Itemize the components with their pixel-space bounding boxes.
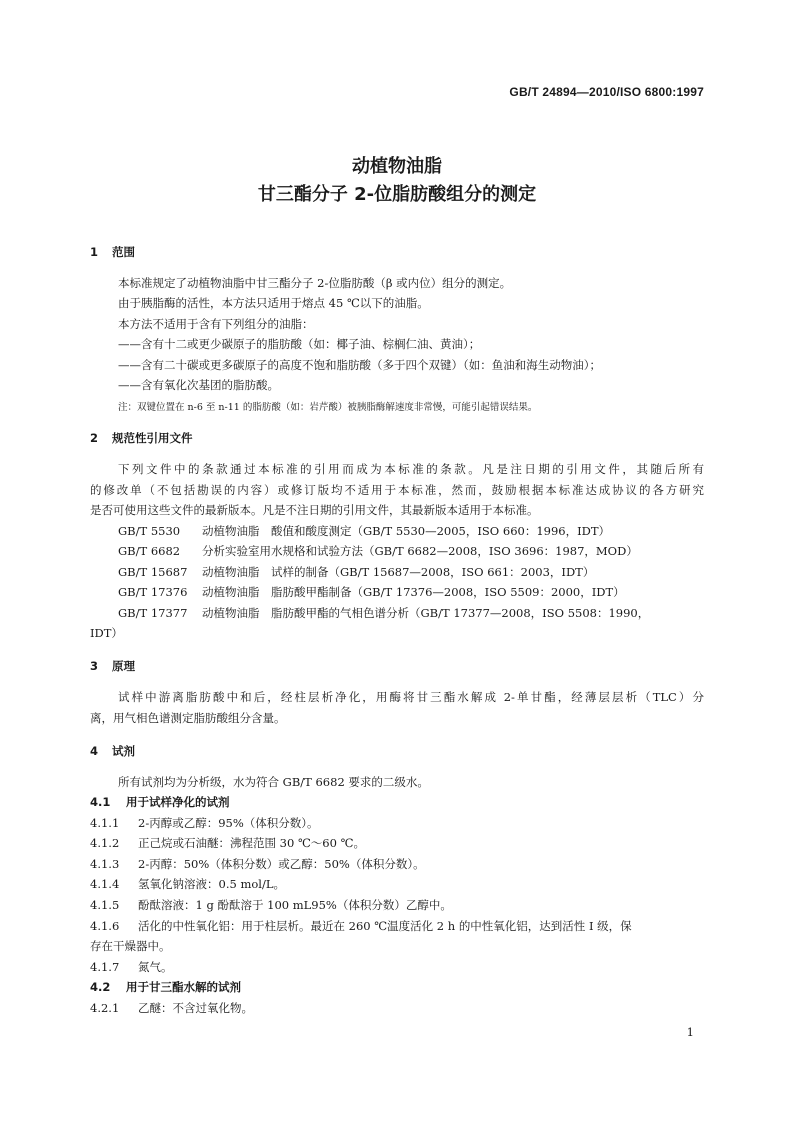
section-heading-principle xyxy=(90,658,135,674)
clause-text: 正己烷或石油醚：沸程范围 30 ℃～60 ℃。 xyxy=(138,836,365,850)
subsection-heading xyxy=(90,794,230,810)
reference-item xyxy=(118,523,610,539)
clause-number: 4.1.1 xyxy=(90,816,120,830)
clause-item xyxy=(90,918,632,934)
paragraph: 由于胰脂酶的活性，本方法只适用于熔点 45 ℃以下的油脂。 xyxy=(118,296,429,310)
subsection-title: 用于试样净化的试剂 xyxy=(126,795,230,809)
clause-number: 4.1.7 xyxy=(90,960,120,974)
section-heading-scope xyxy=(90,244,135,260)
page-number: 1 xyxy=(686,1025,694,1039)
section-heading-reagents xyxy=(90,743,135,759)
section-number: 2 xyxy=(90,431,99,445)
reference-code: GB/T 17376 xyxy=(118,585,188,599)
clause-item xyxy=(90,856,425,872)
clause-number: 4.1.4 xyxy=(90,877,120,891)
reference-code: GB/T 6682 xyxy=(118,544,181,558)
list-item: ——含有十二或更少碳原子的脂肪酸（如：椰子油、棕榈仁油、黄油）； xyxy=(118,337,481,351)
section-title: 规范性引用文件 xyxy=(112,431,193,445)
paragraph: 本方法不适用于含有下列组分的油脂： xyxy=(118,317,314,331)
paragraph: 试样中游离脂肪酸中和后，经柱层析净化，用酶将甘三酯水解成 2-单甘酯，经薄层层析（TLC）分 xyxy=(118,690,704,704)
clause-number: 4.1.3 xyxy=(90,857,120,871)
list-item: ——含有氧化次基团的脂肪酸。 xyxy=(118,378,279,392)
clause-item xyxy=(90,876,285,892)
reference-item xyxy=(118,564,594,580)
clause-number: 4.2.1 xyxy=(90,1001,120,1015)
reference-code: GB/T 15687 xyxy=(118,565,188,579)
clause-item xyxy=(90,1000,253,1016)
paragraph: 的修改单（不包括勘误的内容）或修订版均不适用于本标准，然而，鼓励根据本标准达成协议的各方研究 xyxy=(90,483,704,497)
paragraph: 离，用气相色谱测定脂肪酸组分含量。 xyxy=(90,711,286,725)
reference-title: 动植物油脂 脂肪酸甲酯制备（GB/T 17376—2008，ISO 5509：2000，IDT） xyxy=(202,585,625,599)
paragraph: 所有试剂均为分析级，水为符合 GB/T 6682 要求的二级水。 xyxy=(118,775,429,789)
reference-title: 分析实验室用水规格和试验方法（GB/T 6682—2008，ISO 3696：1987，MOD） xyxy=(202,544,638,558)
clause-number: 4.1.2 xyxy=(90,836,120,850)
clause-item xyxy=(90,897,452,913)
section-number: 4 xyxy=(90,744,99,758)
document-title-line1: 动植物油脂 xyxy=(352,156,442,177)
list-item: ——含有二十碳或更多碳原子的高度不饱和脂肪酸（多于四个双键）（如：鱼油和海生动物油）； xyxy=(118,358,601,372)
clause-item xyxy=(90,815,319,831)
reference-item xyxy=(118,584,625,600)
section-title: 原理 xyxy=(112,659,135,673)
section-number: 1 xyxy=(90,245,99,259)
standard-code: GB/T 24894—2010/ISO 6800:1997 xyxy=(509,85,704,99)
section-title: 试剂 xyxy=(112,744,135,758)
section-number: 3 xyxy=(90,659,99,673)
reference-code: GB/T 5530 xyxy=(118,524,181,538)
note: 注：双键位置在 n-6 至 n-11 的脂肪酸（如：岩芹酸）被胰脂酶解速度非常慢，可能引起错误结果。 xyxy=(118,402,538,413)
reference-title: 动植物油脂 酸值和酸度测定（GB/T 5530—2005，ISO 660：1996，IDT） xyxy=(202,524,611,538)
reference-title: 动植物油脂 试样的制备（GB/T 15687—2008，ISO 661：2003，IDT） xyxy=(202,565,595,579)
clause-text: 活化的中性氧化铝：用于柱层析。最近在 260 ℃温度活化 2 h 的中性氧化铝，达到活性 Ⅰ 级，保 xyxy=(138,919,632,933)
section-title: 范围 xyxy=(112,245,135,259)
paragraph: 下列文件中的条款通过本标准的引用而成为本标准的条款。凡是注日期的引用文件，其随后所有 xyxy=(118,462,704,476)
clause-text: 2-丙醇：50%（体积分数）或乙醇：50%（体积分数）。 xyxy=(138,857,425,871)
reference-continuation: IDT） xyxy=(90,626,123,640)
section-heading-normative-references xyxy=(90,430,193,446)
clause-continuation: 存在干燥器中。 xyxy=(90,939,171,953)
reference-code: GB/T 17377 xyxy=(118,606,188,620)
subsection-title: 用于甘三酯水解的试剂 xyxy=(126,980,241,994)
clause-text: 氮气。 xyxy=(138,960,173,974)
clause-number: 4.1.6 xyxy=(90,919,120,933)
subsection-number: 4.1 xyxy=(90,795,111,809)
reference-title: 动植物油脂 脂肪酸甲酯的气相色谱分析（GB/T 17377—2008，ISO 5508：1990， xyxy=(202,606,650,620)
reference-item xyxy=(118,605,649,621)
clause-number: 4.1.5 xyxy=(90,898,120,912)
paragraph: 是否可使用这些文件的最新版本。凡是不注日期的引用文件，其最新版本适用于本标准。 xyxy=(90,503,539,517)
subsection-number: 4.2 xyxy=(90,980,111,994)
clause-text: 酚酞溶液：1 g 酚酞溶于 100 mL95%（体积分数）乙醇中。 xyxy=(138,898,452,912)
clause-text: 氢氧化钠溶液：0.5 mol/L。 xyxy=(138,877,285,891)
paragraph: 本标准规定了动植物油脂中甘三酯分子 2-位脂肪酸（β 或内位）组分的测定。 xyxy=(118,276,512,290)
reference-item xyxy=(118,543,638,559)
clause-text: 2-丙醇或乙醇：95%（体积分数）。 xyxy=(138,816,319,830)
clause-item xyxy=(90,959,173,975)
clause-text: 乙醚：不含过氧化物。 xyxy=(138,1001,253,1015)
document-title-line2: 甘三酯分子 2-位脂肪酸组分的测定 xyxy=(257,184,537,205)
clause-item xyxy=(90,835,365,851)
subsection-heading xyxy=(90,979,241,995)
